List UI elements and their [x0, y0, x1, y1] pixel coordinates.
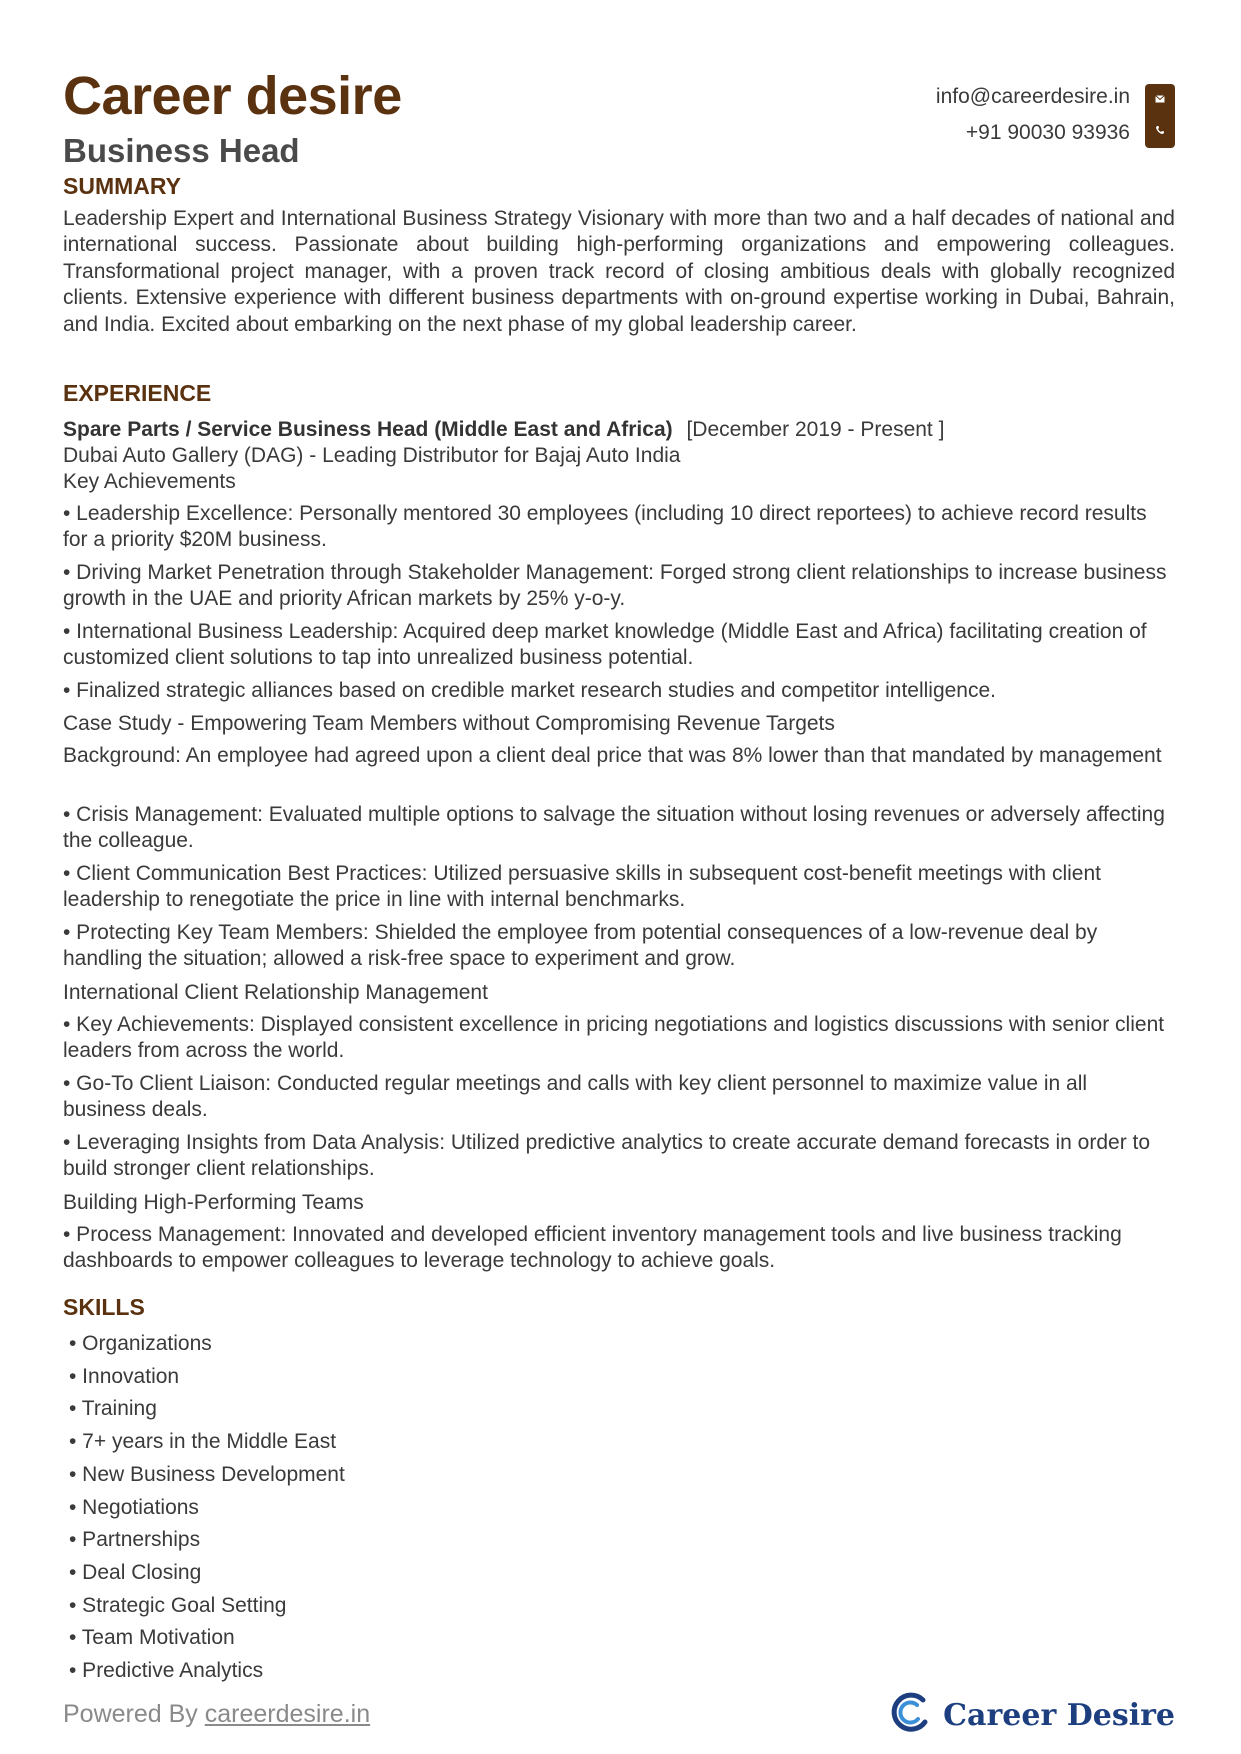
bullet-item: • Driving Market Penetration through Stakeholder Management: Forged strong client relationships to increase business growth in the UAE and priority African markets by 25% y-o-y. [63, 561, 1167, 611]
case-study-background: Background: An employee had agreed upon a client deal price that was 8% lower than that mandated by management [63, 744, 1162, 767]
career-desire-logo-icon [887, 1690, 933, 1741]
bullet-item: • Crisis Management: Evaluated multiple options to salvage the situation without losing revenues or adversely affecting the colleague. [63, 803, 1165, 853]
bullet-item: • Go-To Client Liaison: Conducted regular meetings and calls with key client personnel to maximize value in all business deals. [63, 1072, 1088, 1122]
summary-text: Leadership Expert and International Business Strategy Visionary with more than two and a half decades of national and international success. Passionate about building high-performing organizations and empowering colleagues. Transformational project manager, with a proven track record of closing ambitious deals with globally recognized clients. Extensive experience with different business departments with on-ground expertise working in Dubai, Bahrain, and India. Excited about embarking on the next phase of my global leadership career. [63, 207, 1175, 336]
skills-list [69, 1328, 345, 1688]
experience-heading: EXPERIENCE [63, 380, 212, 406]
skill-item: • Deal Closing [69, 1560, 202, 1584]
skill-item: • Negotiations [69, 1495, 199, 1519]
powered-by [63, 1699, 370, 1729]
skill-item: • 7+ years in the Middle East [69, 1430, 337, 1454]
skill-item: • Team Motivation [69, 1626, 235, 1650]
skill-item: • New Business Development [69, 1462, 345, 1486]
phone-icon [1145, 125, 1175, 139]
bullet-item: • Leadership Excellence: Personally mentored 30 employees (including 10 direct reportees) to achieve record results for a priority $20M business. [63, 502, 1147, 552]
bullet-item: • International Business Leadership: Acquired deep market knowledge (Middle East and Africa) facilitating creation of customized client solutions to tap into unrealized business potential. [63, 620, 1147, 670]
careerdesire-link[interactable]: careerdesire.in [204, 1700, 371, 1728]
powered-by-label: Powered By [63, 1700, 205, 1728]
company-name: Dubai Auto Gallery (DAG) - Leading Distributor for Bajaj Auto India [63, 444, 681, 467]
skill-item: • Predictive Analytics [69, 1659, 264, 1683]
bullet-item: • Process Management: Innovated and developed efficient inventory management tools and live business tracking dashboards to empower colleagues to leverage technology to achieve goals. [63, 1223, 1122, 1273]
bullet-item: • Protecting Key Team Members: Shielded the employee from potential consequences of a low-revenue deal by handling the situation; allowed a risk-free space to experiment and grow. [63, 921, 1098, 971]
summary-heading: SUMMARY [63, 173, 181, 199]
bullet-item: • Key Achievements: Displayed consistent excellence in pricing negotiations and logistics discussions with senior client leaders from across the world. [63, 1013, 1165, 1063]
email-link[interactable]: info@careerdesire.in [935, 85, 1130, 108]
mail-icon [1145, 93, 1175, 107]
teams-heading: Building High-Performing Teams [63, 1191, 364, 1214]
intl-client-heading: International Client Relationship Management [63, 981, 488, 1004]
candidate-name: Career desire [63, 66, 402, 126]
candidate-role: Business Head [63, 132, 300, 169]
skill-item: • Partnerships [69, 1528, 201, 1552]
job-header [63, 417, 1175, 443]
skill-item: • Strategic Goal Setting [69, 1593, 287, 1617]
skill-item: • Organizations [69, 1332, 212, 1355]
bullet-item: • Leveraging Insights from Data Analysis: Utilized predictive analytics to create accurate demand forecasts in order to build stronger client relationships. [63, 1131, 1151, 1181]
phone-link[interactable]: +91 90030 93936 [965, 121, 1130, 144]
skills-heading: SKILLS [63, 1294, 145, 1320]
contact-icon-bar [1145, 84, 1175, 148]
job-title: Spare Parts / Service Business Head (Middle East and Africa) [63, 418, 673, 441]
skill-item: • Training [69, 1397, 157, 1421]
job-dates: [December 2019 - Present ] [686, 418, 945, 441]
bullet-item: • Finalized strategic alliances based on credible market research studies and competitor intelligence. [63, 679, 997, 702]
case-study-heading: Case Study - Empowering Team Members without Compromising Revenue Targets [63, 712, 835, 735]
career-desire-logo [887, 1692, 1175, 1738]
bullet-item: • Client Communication Best Practices: Utilized persuasive skills in subsequent cost-benefit meetings with client leadership to renegotiate the price in line with internal benchmarks. [63, 862, 1101, 912]
key-achievements-heading: Key Achievements [63, 470, 236, 493]
career-desire-brand: Career Desire [943, 1697, 1175, 1733]
skill-item: • Innovation [69, 1364, 180, 1388]
